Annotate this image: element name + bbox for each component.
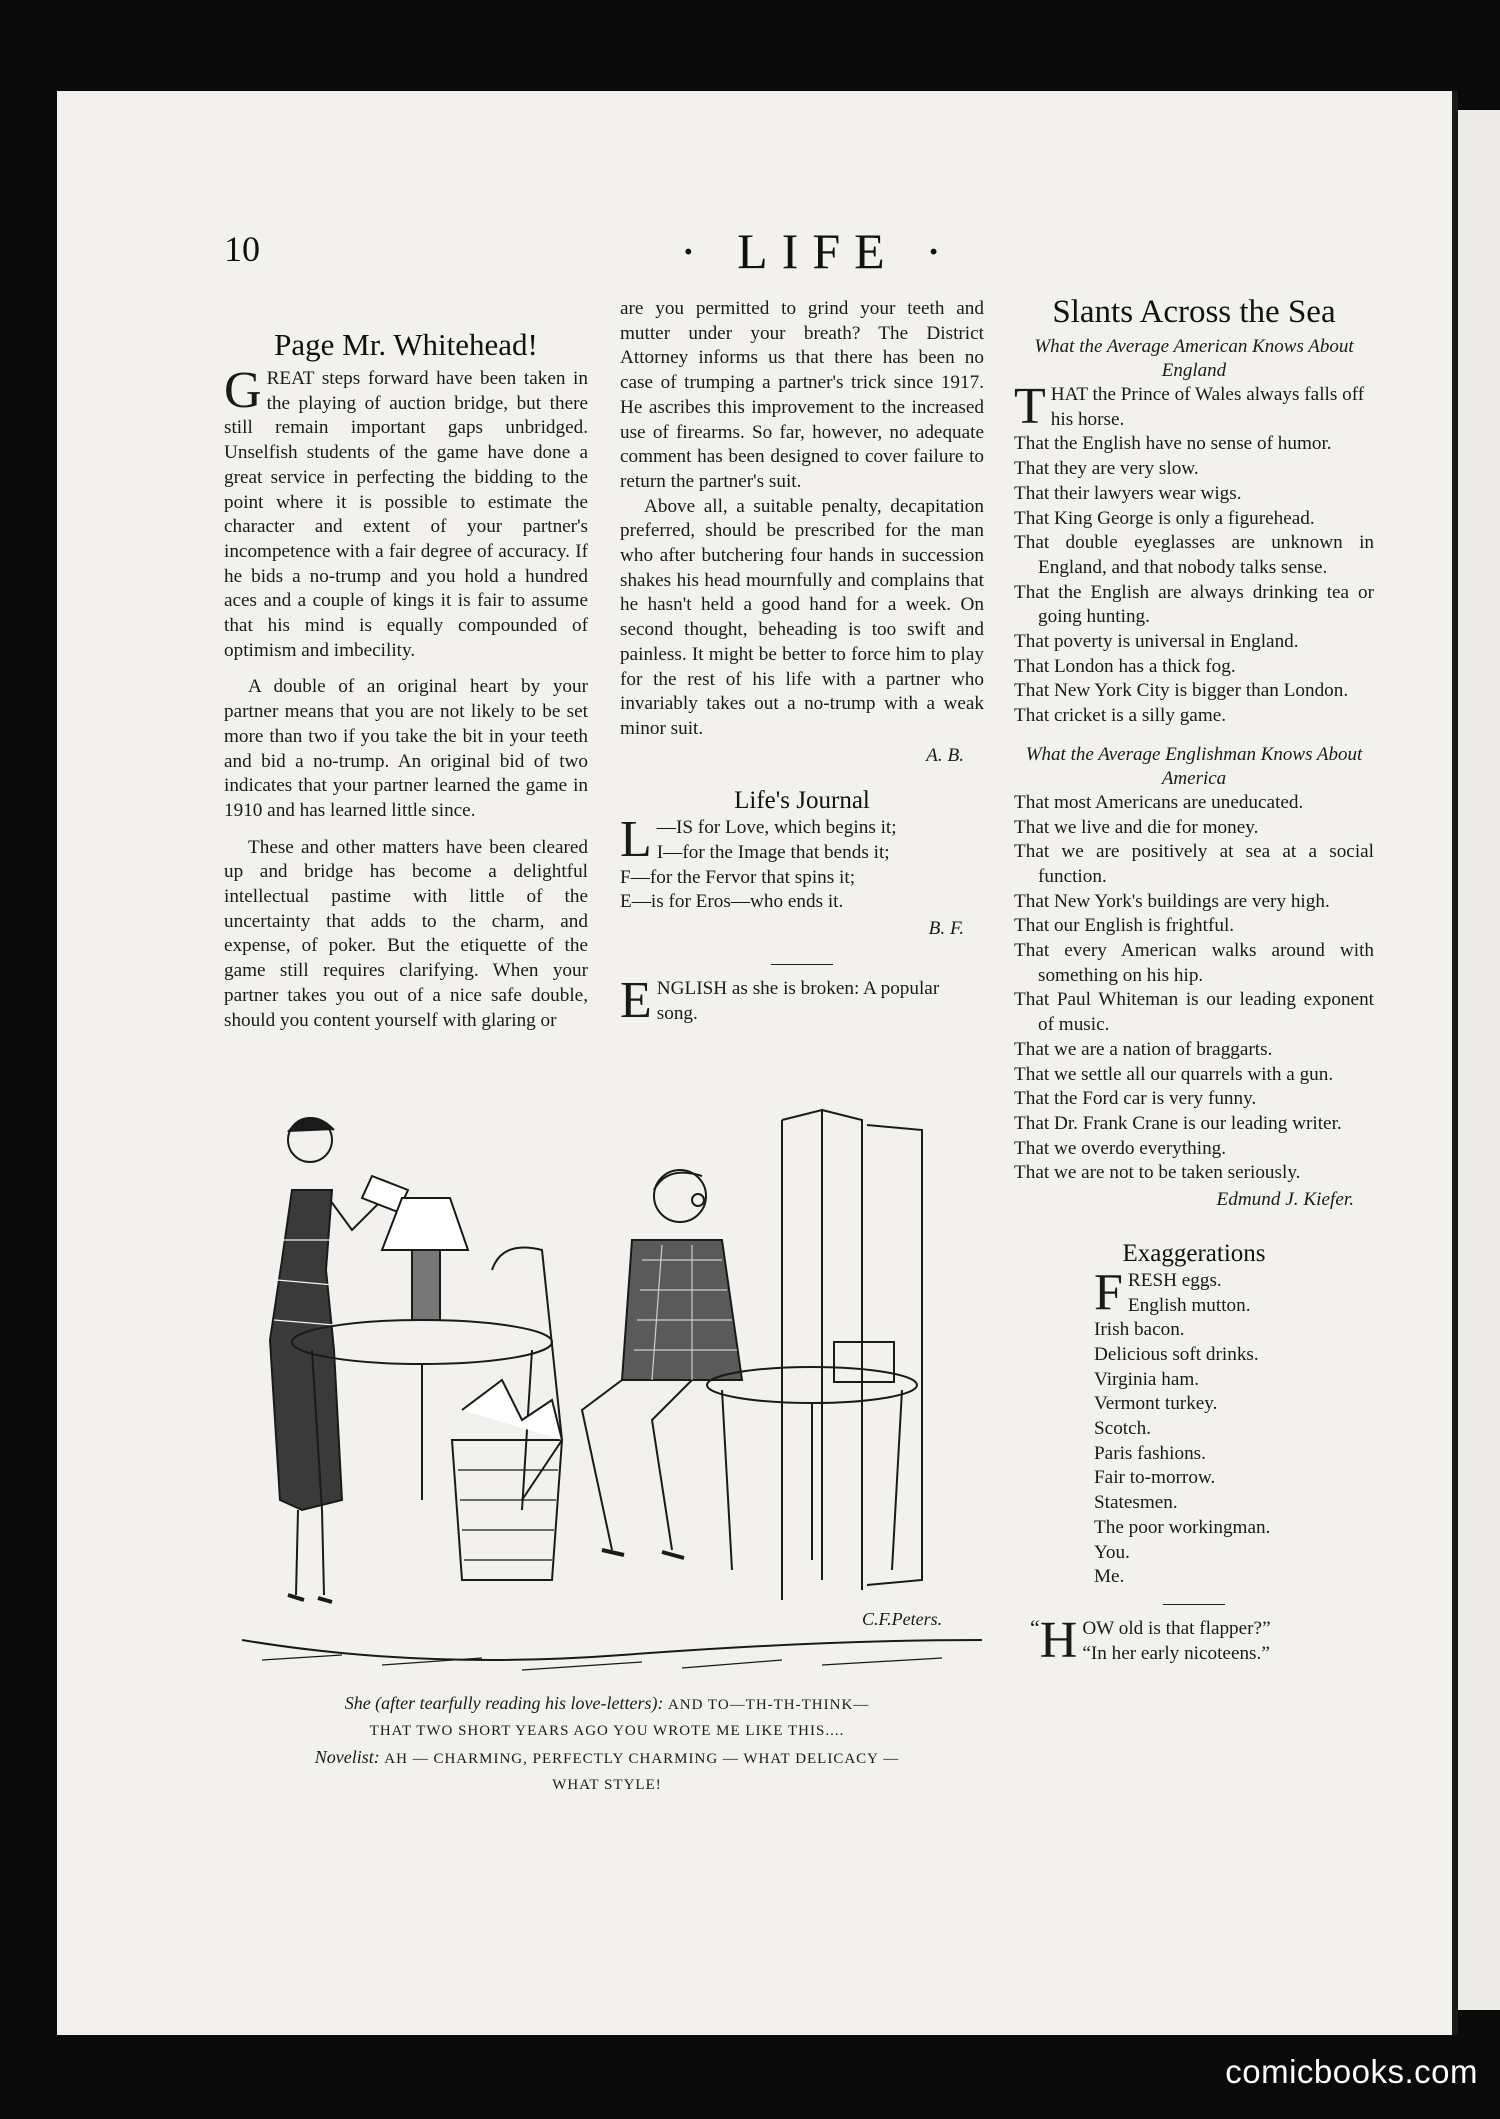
signature-bf: B. F.: [928, 918, 964, 940]
caption-text: THAT TWO SHORT YEARS AGO YOU WROTE ME LIKE THIS....: [369, 1723, 845, 1739]
drop-cap: H: [1039, 1611, 1078, 1669]
page-number: 10: [224, 229, 260, 269]
armchair: [492, 1248, 562, 1501]
lamp-base: [412, 1250, 440, 1320]
column-3: [1014, 293, 1374, 1669]
drop-cap: E: [620, 971, 652, 1029]
slant-item: THAT the Prince of Wales always falls off his horse.: [1014, 378, 1365, 435]
slant-item: That we are positively at sea at a social function.: [1014, 841, 1374, 887]
drop-cap: F: [1094, 1263, 1123, 1321]
book-stack: [834, 1342, 894, 1382]
slant-item: That we live and die for money.: [1014, 816, 1259, 838]
caption-text: AH — CHARMING, PERFECTLY CHARMING — WHAT DELICACY —: [384, 1751, 900, 1767]
basket-ribs: [458, 1470, 558, 1560]
woman-hair: [288, 1118, 334, 1132]
slant-item: That our English is frightful.: [1014, 915, 1235, 937]
folding-screen: [782, 1110, 862, 1600]
whitehead-paragraph-2: A double of an original heart by your partner means that you are not likely to be set more than two if you take the bit in your teeth and bid a no-trump. An original bid of two indicates that your partner learned the game in 1910 and has learned little since.: [224, 676, 588, 821]
slant-item: That they are very slow.: [1014, 458, 1199, 480]
round-table-legs: [722, 1390, 902, 1570]
list-item: Irish bacon.: [1094, 1319, 1185, 1341]
list-item: Fair to-morrow.: [1094, 1467, 1216, 1489]
woman-dress: [270, 1190, 342, 1510]
slant-item: That we overdo everything.: [1014, 1137, 1227, 1159]
flapper-joke: [1014, 1611, 1374, 1669]
journal-poem: [620, 811, 984, 915]
list-item: The poor workingman.: [1094, 1516, 1271, 1538]
slant-item: That every American walks around with something on his hip.: [1014, 940, 1374, 986]
subtitle-england: What the Average American Knows About England: [1034, 336, 1354, 381]
list-item: English mutton.: [1127, 1294, 1251, 1316]
exaggerations-list: [1014, 1263, 1374, 1590]
slant-item: That the English are always drinking tea or going hunting.: [1014, 581, 1374, 628]
slant-item: That we are a nation of braggarts.: [1014, 1038, 1273, 1060]
article-title-whitehead: Page Mr. Whitehead!: [274, 327, 538, 362]
america-list: [1014, 791, 1374, 1186]
slant-item: That Paul Whiteman is our leading exponent of music.: [1014, 989, 1374, 1036]
glasses-icon: [692, 1194, 704, 1206]
man-legs: [582, 1380, 692, 1550]
flapper-answer: “In her early nicoteens.”: [1082, 1642, 1270, 1664]
list-item: Vermont turkey.: [1094, 1393, 1218, 1415]
signature-kiefer: Edmund J. Kiefer.: [1216, 1189, 1354, 1211]
drop-cap: T: [1014, 378, 1046, 435]
slant-item: That the English have no sense of humor.: [1014, 433, 1332, 455]
list-item: RESH eggs.: [1127, 1269, 1222, 1291]
drop-cap: L: [620, 811, 652, 869]
slant-item: That cricket is a silly game.: [1014, 705, 1227, 727]
slant-item: That we settle all our quarrels with a gun.: [1014, 1063, 1334, 1085]
whitehead-paragraph-5: Above all, a suitable penalty, decapitation preferred, should be prescribed for the man who after butchering four hands in succession shakes his head mournfully and complains that he hasn't held a good hand for a week. On second thought, beheading is too swift and painless. It might be better to force him to play for the rest of his life with a partner who invariably takes out a no-trump with a weak minor suit.: [620, 495, 984, 739]
list-item: Virginia ham.: [1094, 1368, 1200, 1390]
slant-item: That most Americans are uneducated.: [1014, 791, 1304, 813]
whitehead-paragraph-4: are you permitted to grind your teeth and mutter under your breath? The District Attorney informs us that there has been no case of trumping a partner's trick since 1917. He ascribes this improvement to the increased use of firearms. So far, however, no adequate comment has been designed to cover failure to return the partner's suit.: [620, 298, 984, 492]
slant-item: That double eyeglasses are unknown in England, and that nobody talks sense.: [1014, 532, 1374, 578]
list-item: Scotch.: [1094, 1418, 1152, 1440]
slant-item: That New York's buildings are very high.: [1014, 890, 1330, 912]
exaggerations-title: Exaggerations: [1122, 1239, 1266, 1267]
signature-ab: A. B.: [926, 744, 964, 766]
column-2: [620, 297, 984, 1029]
section-divider: [1163, 1604, 1225, 1605]
caption-speaker: She (after tearfully reading his love-letters):: [344, 1693, 664, 1713]
cartoon-caption: [222, 1690, 992, 1798]
drop-cap: G: [224, 362, 262, 419]
man-head: [654, 1170, 706, 1222]
caption-novelist: [222, 1744, 992, 1772]
slant-item: That King George is only a figurehead.: [1014, 507, 1315, 529]
next-page-edge: [1458, 110, 1500, 2010]
floor-line: [242, 1640, 982, 1660]
caption-text: WHAT STYLE!: [552, 1777, 662, 1793]
cartoon-illustration: [222, 1080, 992, 1680]
man-shoes: [602, 1550, 684, 1558]
wastebasket: [452, 1440, 562, 1580]
slant-item: That we are not to be taken seriously.: [1014, 1162, 1301, 1184]
woman-shoes: [288, 1595, 332, 1602]
caption-speaker: Novelist:: [314, 1747, 380, 1767]
quote-mark: “: [1030, 1614, 1040, 1640]
flapper-question: OW old is that flapper?”: [1082, 1617, 1271, 1639]
poem-line: F—for the Fervor that spins it;: [620, 866, 856, 888]
list-item: Paris fashions.: [1094, 1442, 1206, 1464]
watermark: comicbooks.com: [1225, 2053, 1478, 2090]
slant-item: That their lawyers wear wigs.: [1014, 482, 1242, 504]
woman-legs: [296, 1510, 324, 1595]
caption-she: [222, 1690, 992, 1718]
whitehead-paragraph-3: These and other matters have been cleared up and bridge has become a delightful intellectual pastime with little of the uncertainty that adds to the charm, and expense, of poker. But the etiquette of the game still requires clarifying. When your partner takes you out of a nice safe double, should you content yourself with glaring or: [224, 836, 588, 1031]
masthead: · LIFE ·: [680, 223, 956, 279]
slant-item: That Dr. Frank Crane is our leading writer.: [1014, 1112, 1342, 1134]
england-list: [1014, 432, 1374, 728]
section-divider: [771, 964, 833, 965]
artist-signature: C.F.Peters.: [862, 1609, 943, 1629]
english-joke: ENGLISH as she is broken: A popular song.: [620, 971, 940, 1029]
slant-item: That poverty is universal in England.: [1014, 631, 1299, 653]
subtitle-america: What the Average Englishman Knows About America: [1025, 743, 1363, 789]
list-item: Statesmen.: [1094, 1492, 1178, 1514]
table-legs: [312, 1350, 532, 1510]
list-item: Me.: [1094, 1566, 1125, 1588]
poem-line: E—is for Eros—who ends it.: [620, 891, 844, 913]
poem-line: —IS for Love, which begins it;: [656, 817, 897, 839]
round-table-top: [707, 1367, 917, 1403]
slant-item: That London has a thick fog.: [1014, 655, 1236, 677]
journal-title: Life's Journal: [734, 787, 870, 815]
crumpled-letters: [462, 1380, 562, 1440]
slant-item: That the Ford car is very funny.: [1014, 1088, 1257, 1110]
woman-arm: [330, 1200, 382, 1230]
column-1: [224, 327, 588, 1033]
poem-line: I—for the Image that bends it;: [656, 842, 890, 864]
article-title-slants: Slants Across the Sea: [1052, 294, 1336, 330]
list-item: You.: [1094, 1541, 1130, 1563]
slant-item: That New York City is bigger than London.: [1014, 680, 1349, 702]
list-item: Delicious soft drinks.: [1094, 1343, 1259, 1365]
whitehead-paragraph-1: GREAT steps forward have been taken in the playing of auction bridge, but there still remain important gaps unbridged. Unselfish students of the game have done a great service in perfecting the bidding to the point where it is possible to estimate the character and extent of your partner's incompetence with a fair degree of accuracy. If he bids a no-trump and you hold a hundred aces and a couple of kings it is fair to assume that his mind is equally compounded of optimism and imbecility.: [224, 362, 588, 661]
man-jacket: [622, 1240, 742, 1380]
caption-text: AND TO—TH-TH-THINK—: [667, 1697, 870, 1713]
